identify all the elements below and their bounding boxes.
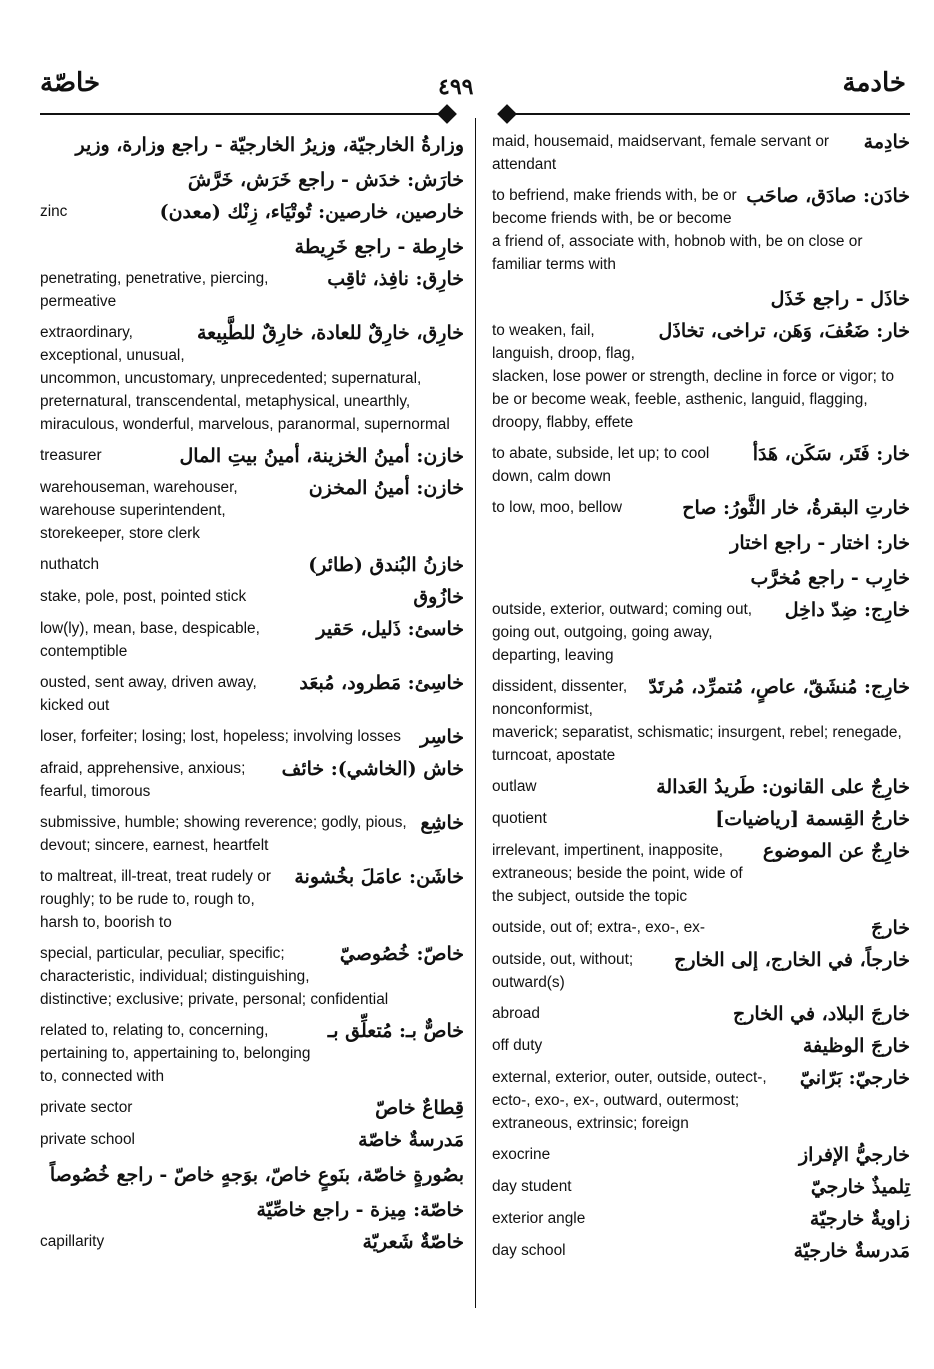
headword-arabic: خاش (الخاشي): خائف bbox=[281, 758, 464, 780]
dictionary-entry bbox=[40, 1230, 464, 1254]
dictionary-entry bbox=[492, 916, 910, 940]
headword-arabic: خاسِر bbox=[420, 726, 464, 748]
translation-english: outside, out, without; outward(s) bbox=[492, 951, 634, 991]
headword-arabic: خارِجٌ على القانون: طَريدُ العَدالة bbox=[656, 776, 910, 798]
headword-arabic: مَدرسةٌ خارجيّة bbox=[793, 1240, 910, 1262]
arabic-cross-reference: خاصّة: مِيزة - راجع خاصِّيّة bbox=[256, 1199, 464, 1221]
headword-arabic: خارِج: ضِدّ داخِل bbox=[784, 599, 910, 621]
arabic-cross-reference: خارَش: خدَش - راجع خَرَش، خَرَّشَ bbox=[187, 169, 464, 191]
dictionary-entry bbox=[492, 775, 910, 799]
header-guide-word-right: خادمة bbox=[842, 68, 906, 98]
translation-english: afraid, apprehensive, anxious; fearful, timorous bbox=[40, 760, 246, 800]
dictionary-entry bbox=[40, 444, 464, 468]
arabic-cross-reference: وزارةُ الخارجيّة، وزيرُ الخارجيّة - راجع وزارة، وزير bbox=[75, 134, 464, 156]
headword-arabic: خاصٌّ بـ: مُتعلِّق بـ bbox=[327, 1020, 464, 1042]
dictionary-entry bbox=[492, 598, 910, 667]
translation-english: off duty bbox=[492, 1037, 543, 1054]
dictionary-entry bbox=[492, 130, 910, 176]
dictionary-entry bbox=[40, 811, 464, 857]
headword-arabic: خارِق، خارِقٌ للعادة، خارِقٌ للطَّبِيعة bbox=[196, 322, 464, 344]
headword-arabic: خادِمة bbox=[863, 131, 910, 153]
headword-arabic: خاسئ: ذَليل، حَقير bbox=[316, 618, 464, 640]
headword-arabic: مَدرسةٌ خاصّة bbox=[358, 1129, 464, 1151]
headword-arabic: خازن: أمينُ المخزن bbox=[308, 477, 464, 499]
dictionary-entry bbox=[492, 1239, 910, 1263]
dictionary-entry bbox=[492, 1034, 910, 1058]
translation-english: capillarity bbox=[40, 1233, 105, 1250]
headword-arabic: خارتِ البقرةُ، خار الثَّورُ: صاح bbox=[682, 497, 910, 519]
header-guide-word-left: خاصّة bbox=[40, 68, 101, 98]
headword-arabic: خارجَ bbox=[871, 917, 910, 939]
arabic-cross-reference: خارِطة - راجع خَرِيطة bbox=[294, 236, 464, 258]
dictionary-entry bbox=[492, 319, 910, 434]
headword-arabic: خارجَ البلاد، في الخارج bbox=[732, 1003, 910, 1025]
translation-english: related to, relating to, concerning, pertaining to, appertaining to, belonging to, connected with bbox=[40, 1022, 311, 1085]
dictionary-entry bbox=[40, 757, 464, 803]
headword-arabic: خاشِع bbox=[420, 812, 464, 834]
translation-english: private sector bbox=[40, 1099, 133, 1116]
translation-english: loser, forfeiter; losing; lost, hopeless; involving losses bbox=[40, 728, 402, 745]
translation-english: day student bbox=[492, 1178, 572, 1195]
headword-arabic: خاشَن: عامَلَ بخُشونة bbox=[294, 866, 464, 888]
dictionary-entry bbox=[40, 1019, 464, 1088]
headword-arabic: خاصّةٌ شَعريّة bbox=[362, 1231, 464, 1253]
dictionary-entry bbox=[492, 184, 910, 276]
translation-english: to weaken, fail, languish, droop, flag, slacken, lose power or strength, decline in force or vigor; to be or become weak, feeble, asthenic, languid, flagging, droopy, flabby, effete bbox=[492, 322, 895, 431]
translation-english: abroad bbox=[492, 1005, 540, 1022]
column-divider bbox=[475, 118, 476, 1308]
translation-english: external, exterior, outer, outside, outect-, ecto-, exo-, ex-, outward, outermost; extraneous, extrinsic; foreign bbox=[492, 1069, 767, 1132]
dictionary-entry bbox=[40, 617, 464, 663]
arabic-cross-reference: خاذَل - راجع خَذَل bbox=[770, 288, 910, 310]
dictionary-entry bbox=[40, 585, 464, 609]
dictionary-entry bbox=[40, 267, 464, 313]
translation-english: ousted, sent away, driven away, kicked out bbox=[40, 674, 257, 714]
arabic-cross-reference: بصُورةٍ خاصّة، بنَوعٍ خاصّ، بوَجهٍ خاصّ - راجع خُصُوصاً bbox=[49, 1164, 464, 1186]
dictionary-entry bbox=[492, 948, 910, 994]
translation-english: irrelevant, impertinent, inapposite, extraneous; beside the point, wide of the subject, outside the topic bbox=[492, 842, 743, 905]
headword-arabic: خارصين، خارصين: تُوتْيَاء، زِنْك (معدن) bbox=[159, 201, 464, 223]
translation-english: private school bbox=[40, 1131, 135, 1148]
translation-english: penetrating, penetrative, piercing, permeative bbox=[40, 270, 269, 310]
headword-arabic: خارجيُّ الإفراز bbox=[798, 1144, 910, 1166]
translation-english: outside, out of; extra-, exo-, ex- bbox=[492, 919, 706, 936]
headword-arabic: خارجاً، في الخارج، إلى الخارج bbox=[674, 949, 910, 971]
translation-english: outlaw bbox=[492, 778, 537, 795]
dictionary-entry bbox=[40, 1096, 464, 1120]
dictionary-entry bbox=[40, 476, 464, 545]
headword-arabic: خازن: أمينُ الخزينة، أمينُ بيتِ المال bbox=[179, 445, 464, 467]
dictionary-entry bbox=[40, 1128, 464, 1152]
translation-english: day school bbox=[492, 1242, 566, 1259]
dictionary-entry bbox=[40, 671, 464, 717]
headword-arabic: خاصّ: خُصُوصيّ bbox=[339, 943, 464, 965]
header-diamond-left bbox=[437, 104, 457, 124]
headword-arabic: خاسِئ: مَطرود، مُبعَد bbox=[299, 672, 464, 694]
headword-arabic: خازُوق bbox=[413, 586, 464, 608]
header-rule-left bbox=[40, 113, 440, 115]
translation-english: to befriend, make friends with, be or become friends with, be or become a friend of, associate with, hobnob with, be on close or familiar terms with bbox=[492, 187, 863, 273]
page-number: ٤٩٩ bbox=[438, 74, 474, 100]
dictionary-entry bbox=[40, 942, 464, 1011]
headword-arabic: خار: ضَعُفَ، وَهَن، تراخى، تخاذَل bbox=[658, 320, 910, 342]
dictionary-entry bbox=[492, 839, 910, 908]
headword-arabic: قِطاعٌ خاصّ bbox=[375, 1097, 464, 1119]
dictionary-entry bbox=[40, 321, 464, 436]
translation-english: treasurer bbox=[40, 447, 102, 464]
header-rule-right bbox=[512, 113, 910, 115]
translation-english: dissident, dissenter, nonconformist, maverick; separatist, schismatic; insurgent, rebel; renegade, turncoat, apostate bbox=[492, 678, 902, 764]
dictionary-entry bbox=[492, 1175, 910, 1199]
translation-english: to abate, subside, let up; to cool down, calm down bbox=[492, 445, 710, 485]
dictionary-entry bbox=[492, 1002, 910, 1026]
dictionary-entry bbox=[40, 553, 464, 577]
translation-english: extraordinary, exceptional, unusual, uncommon, uncustomary, unprecedented; supernatural, preternatural, transcendental, metaphysical, unearthly, miraculous, wonderful, marvelous, paranormal, supernormal bbox=[40, 324, 450, 433]
left-column bbox=[40, 130, 464, 1262]
dictionary-entry bbox=[492, 496, 910, 520]
headword-arabic: خارِجٌ عن الموضوع bbox=[762, 840, 910, 862]
translation-english: warehouseman, warehouser, warehouse superintendent, storekeeper, store clerk bbox=[40, 479, 238, 542]
dictionary-entry bbox=[492, 442, 910, 488]
arabic-cross-reference: خارِب - راجع مُخرَّب bbox=[750, 567, 910, 589]
translation-english: maid, housemaid, maidservant, female servant or attendant bbox=[492, 133, 830, 173]
translation-english: special, particular, peculiar, specific; characteristic, individual; distinguishing, distinctive; exclusive; private, personal; confidential bbox=[40, 945, 389, 1008]
translation-english: exocrine bbox=[492, 1146, 551, 1163]
headword-arabic: خار: فَتَر، سَكَن، هَدَأ bbox=[752, 443, 910, 465]
translation-english: submissive, humble; showing reverence; godly, pious, devout; sincere, earnest, heartfelt bbox=[40, 814, 407, 854]
translation-english: nuthatch bbox=[40, 556, 100, 573]
headword-arabic: زاويةٌ خارجيّة bbox=[809, 1208, 910, 1230]
translation-english: quotient bbox=[492, 810, 547, 827]
dictionary-entry bbox=[40, 725, 464, 749]
arabic-cross-reference: خار: اختار - راجع اختار bbox=[730, 532, 910, 554]
translation-english: zinc bbox=[40, 203, 68, 220]
dictionary-entry bbox=[492, 807, 910, 831]
translation-english: to maltreat, ill-treat, treat rudely or roughly; to be rude to, rough to, harsh to, boorish to bbox=[40, 868, 271, 931]
dictionary-entry bbox=[40, 200, 464, 224]
headword-arabic: خارجَ الوظيفة bbox=[802, 1035, 910, 1057]
headword-arabic: خازنُ البُندق (طائر) bbox=[308, 554, 464, 576]
translation-english: exterior angle bbox=[492, 1210, 586, 1227]
translation-english: low(ly), mean, base, despicable, contemptible bbox=[40, 620, 260, 660]
headword-arabic: تِلميذٌ خارجيّ bbox=[810, 1176, 910, 1198]
translation-english: outside, exterior, outward; coming out, going out, outgoing, going away, departing, leaving bbox=[492, 601, 753, 664]
headword-arabic: خارِج: مُنشَقّ، عاصٍ، مُتمرِّد، مُرتَدّ bbox=[648, 676, 910, 698]
translation-english: stake, pole, post, pointed stick bbox=[40, 588, 247, 605]
right-column bbox=[492, 130, 910, 1271]
headword-arabic: خارجيّ: بَرّانيّ bbox=[799, 1067, 910, 1089]
headword-arabic: خادَن: صادَق، صاحَب bbox=[746, 185, 910, 207]
dictionary-entry bbox=[492, 1066, 910, 1135]
headword-arabic: خارجُ القِسمة [رياضيات] bbox=[715, 808, 910, 830]
dictionary-entry bbox=[492, 1207, 910, 1231]
translation-english: to low, moo, bellow bbox=[492, 499, 623, 516]
dictionary-entry bbox=[492, 1143, 910, 1167]
headword-arabic: خارِق: نافِذ، ثاقِب bbox=[327, 268, 464, 290]
dictionary-entry bbox=[40, 865, 464, 934]
dictionary-entry bbox=[492, 675, 910, 767]
